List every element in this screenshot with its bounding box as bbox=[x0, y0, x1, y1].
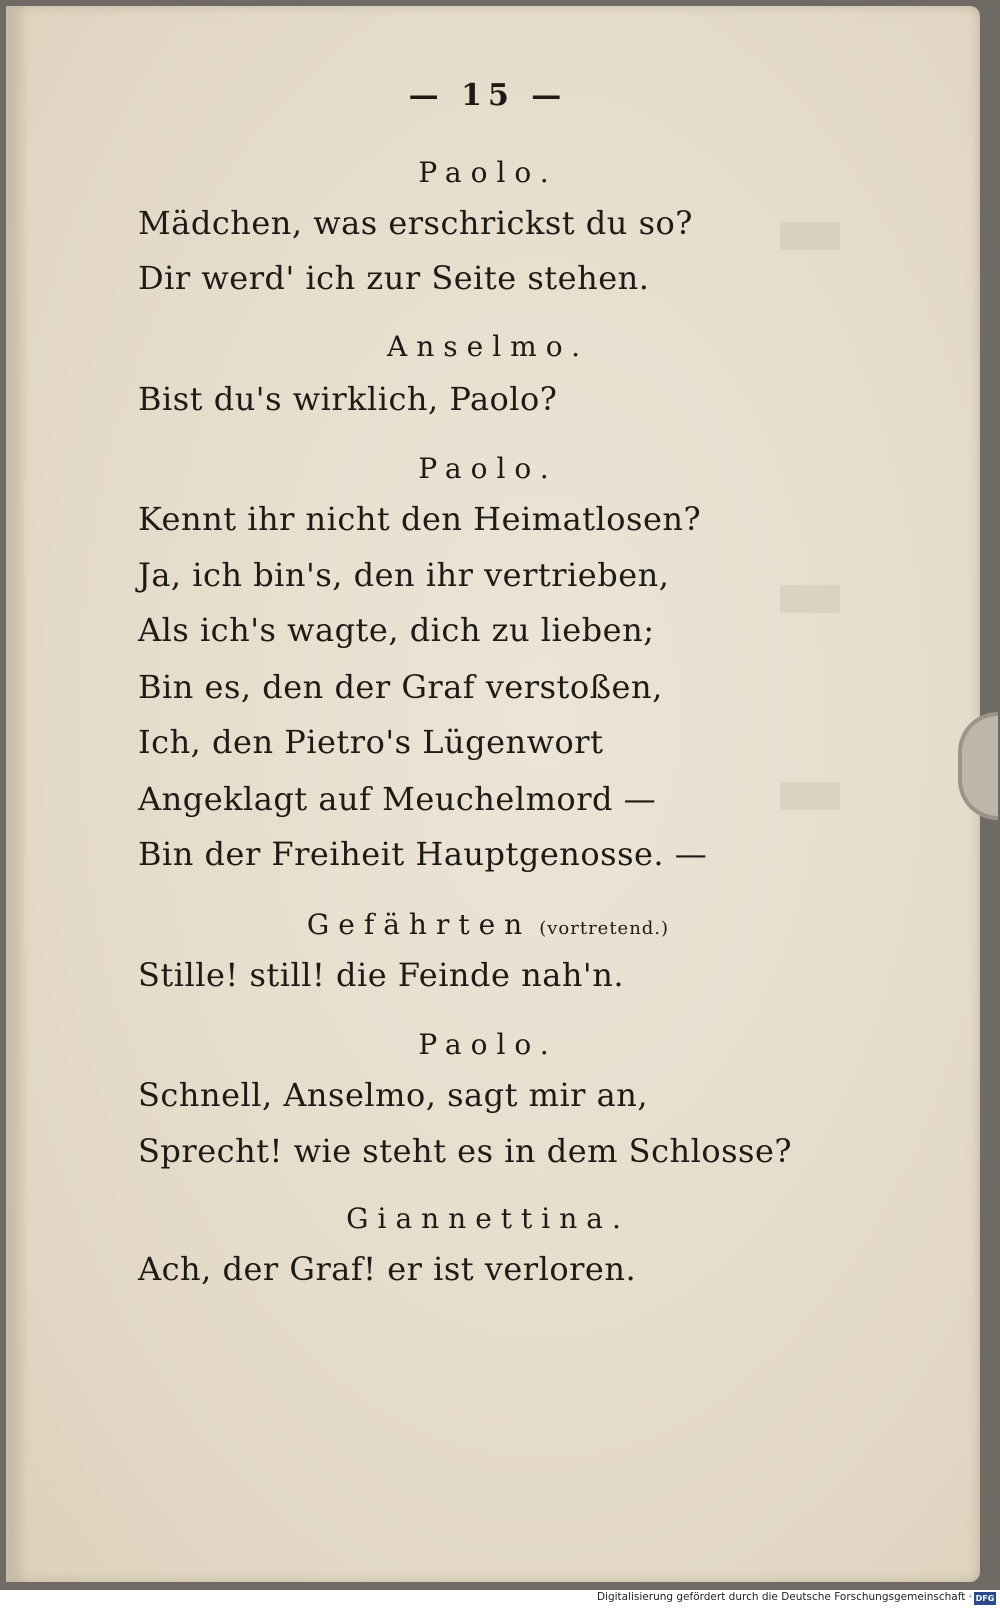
verse-line: Sprecht! wie steht es in dem Schlosse? bbox=[138, 1132, 793, 1170]
verse-line: Bin der Freiheit Hauptgenosse. — bbox=[138, 835, 708, 873]
verse-line: Bin es, den der Graf verstoßen, bbox=[138, 668, 663, 706]
speaker-heading bbox=[138, 908, 838, 941]
verse-line: Ich, den Pietro's Lügenwort bbox=[138, 723, 604, 761]
verse-line: Stille! still! die Feinde nah'n. bbox=[138, 956, 624, 994]
verse-line: Angeklagt auf Meuchelmord — bbox=[138, 780, 657, 818]
verse-line: Ach, der Graf! er ist verloren. bbox=[138, 1250, 637, 1288]
verse-line: Bist du's wirklich, Paolo? bbox=[138, 380, 558, 418]
speaker-heading: Giannettina. bbox=[346, 1202, 630, 1235]
speaker-name: Gefährten bbox=[306, 908, 532, 941]
funding-credit: Digitalisierung gefördert durch die Deutsche Forschungsgemeinschaft · bbox=[596, 1591, 972, 1603]
speaker-heading: Paolo. bbox=[418, 452, 558, 485]
speaker-heading: Paolo. bbox=[418, 1028, 558, 1061]
bleed-through-mark bbox=[780, 782, 840, 810]
digitization-footer bbox=[0, 1590, 1000, 1608]
speaker-heading: Paolo. bbox=[418, 156, 558, 189]
dfg-logo-icon: DFG bbox=[975, 1594, 995, 1603]
stage-direction: (vortretend.) bbox=[539, 918, 670, 939]
page-gutter-shadow bbox=[6, 6, 28, 1582]
verse-line: Als ich's wagte, dich zu lieben; bbox=[138, 611, 655, 649]
bleed-through-mark bbox=[780, 222, 840, 250]
bleed-through-mark bbox=[780, 585, 840, 613]
verse-line: Dir werd' ich zur Seite stehen. bbox=[138, 259, 650, 297]
verse-line: Kennt ihr nicht den Heimatlosen? bbox=[138, 500, 702, 538]
verse-line: Schnell, Anselmo, sagt mir an, bbox=[138, 1076, 648, 1114]
verse-line: Ja, ich bin's, den ihr vertrieben, bbox=[138, 556, 670, 594]
verse-line: Mädchen, was erschrickst du so? bbox=[138, 204, 693, 242]
speaker-heading: Anselmo. bbox=[387, 330, 589, 363]
page-number: — 15 — bbox=[408, 78, 568, 113]
